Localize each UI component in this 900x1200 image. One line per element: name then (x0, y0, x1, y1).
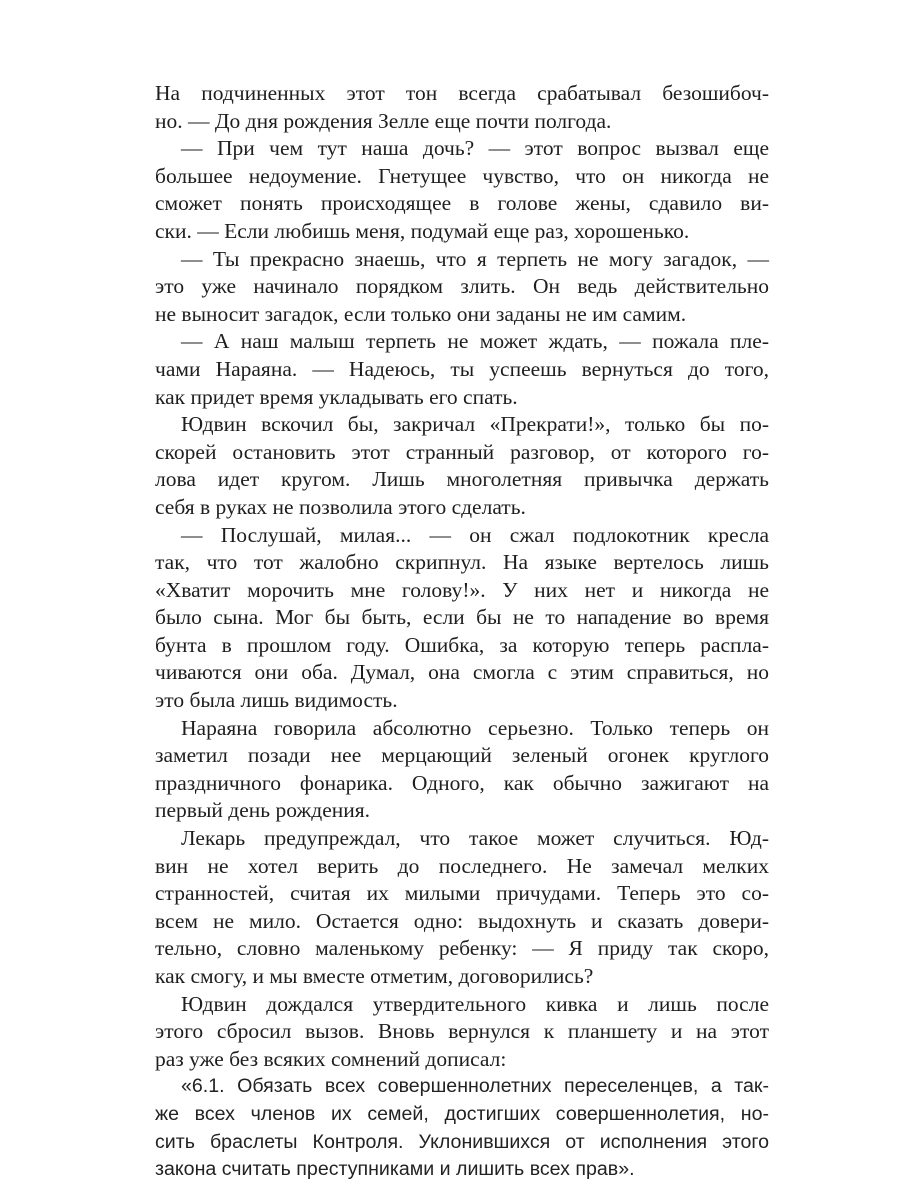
text-line: праздничного фонарика. Одного, как обычно зажигают на (155, 770, 769, 795)
text-line: всем не мило. Остается одно: выдохнуть и сказать довери- (155, 908, 769, 933)
text-line: не выносит загадок, если только они заданы не им самим. (155, 301, 687, 326)
paragraph-5 (155, 411, 769, 521)
text-line: — При чем тут наша дочь? — этот вопрос вызвал еще (181, 136, 769, 161)
text-line: чами Нараяна. — Надеюсь, ты успеешь вернуться до того, (155, 356, 769, 381)
text-line: ски. — Если любишь меня, подумай еще раз, хорошенько. (155, 218, 690, 243)
paragraph-1 (155, 80, 769, 135)
paragraph-4 (155, 328, 769, 411)
paragraph-3 (155, 246, 769, 329)
text-line: Лекарь предупреждал, что такое может случиться. Юд- (181, 826, 769, 851)
text-line: же всех членов их семей, достигших совершеннолетия, но- (155, 1102, 769, 1125)
text-line: чиваются они оба. Думал, она смогла с этим справиться, но (155, 660, 769, 685)
text-line: Юдвин дождался утвердительного кивка и лишь после (181, 991, 769, 1016)
text-line: вин не хотел верить до последнего. Не замечал мелких (155, 853, 769, 878)
text-line: заметил позади нее мерцающий зеленый огонек круглого (155, 743, 769, 768)
text-line: это уже начинало порядком злить. Он ведь действительно (155, 274, 769, 299)
text-line: «6.1. Обязать всех совершеннолетних переселенцев, а так- (181, 1075, 769, 1098)
law-quote-paragraph (155, 1073, 769, 1183)
text-line: но. — До дня рождения Зелле еще почти полгода. (155, 108, 612, 133)
text-line: этого сбросил вызов. Вновь вернулся к планшету и на этот (155, 1019, 769, 1044)
paragraph-8 (155, 825, 769, 991)
text-line: лова идет кругом. Лишь многолетняя привычка держать (155, 467, 769, 492)
text-line: как придет время укладывать его спать. (155, 384, 518, 409)
text-line: раз уже без всяких сомнений дописал: (155, 1046, 507, 1071)
text-line: себя в руках не позволила этого сделать. (155, 494, 526, 519)
text-line: странностей, считая их милыми причудами. Теперь это со- (155, 881, 769, 906)
book-page (155, 80, 769, 1184)
paragraph-2 (155, 135, 769, 245)
text-line: как смогу, и мы вместе отметим, договорились? (155, 964, 594, 988)
text-line: — А наш малыш терпеть не может ждать, — пожала пле- (181, 329, 769, 354)
text-line: Нараяна говорила абсолютно серьезно. Только теперь он (181, 715, 769, 740)
text-line: первый день рождения. (155, 798, 371, 823)
text-line: — Послушай, милая... — он сжал подлокотник кресла (181, 522, 769, 547)
text-line: тельно, словно маленькому ребенку: — Я приду так скоро, (155, 936, 769, 961)
text-line: сить браслеты Контроля. Уклонившихся от исполнения этого (155, 1130, 769, 1153)
paragraph-9 (155, 991, 769, 1074)
text-line: это была лишь видимость. (155, 688, 398, 713)
paragraph-7 (155, 715, 769, 825)
text-line: Юдвин вскочил бы, закричал «Прекрати!», только бы по- (181, 412, 769, 437)
text-line: так, что тот жалобно скрипнул. На языке вертелось лишь (155, 550, 769, 575)
text-line: скорей остановить этот странный разговор, от которого го- (155, 439, 769, 464)
text-line: На подчиненных этот тон всегда срабатывал безошибоч- (155, 81, 769, 105)
paragraph-6 (155, 522, 769, 715)
text-line: сможет понять происходящее в голове жены, сдавило ви- (155, 191, 769, 216)
text-line: закона считать преступниками и лишить всех прав». (155, 1158, 635, 1181)
text-line: большее недоумение. Гнетущее чувство, что он никогда не (155, 163, 769, 188)
text-line: бунта в прошлом году. Ошибка, за которую теперь распла- (155, 632, 769, 657)
text-line: «Хватит морочить мне голову!». У них нет и никогда не (155, 577, 769, 602)
text-line: было сына. Мог бы быть, если бы не то нападение во время (155, 605, 769, 630)
text-line: — Ты прекрасно знаешь, что я терпеть не могу загадок, — (181, 246, 769, 271)
